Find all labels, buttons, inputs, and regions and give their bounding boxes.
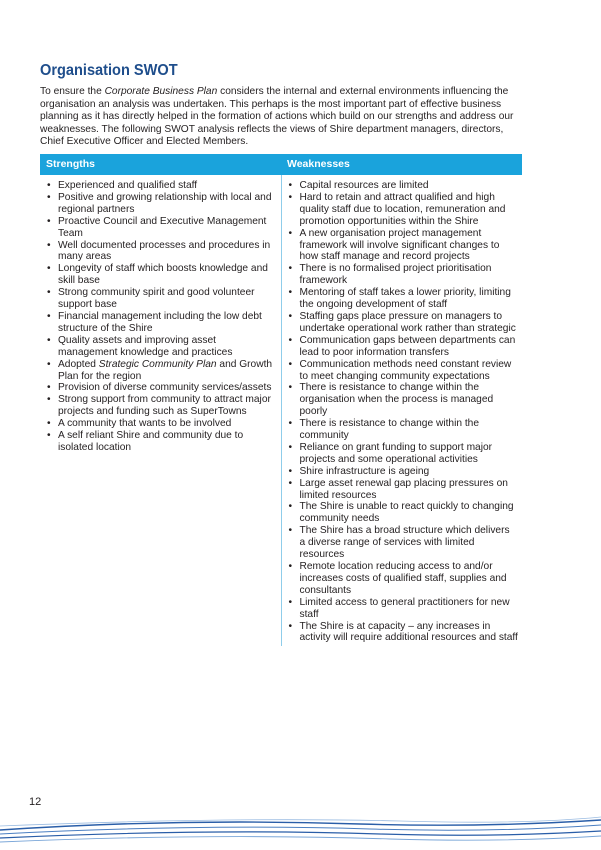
weakness-item: • Shire infrastructure is ageing [288,466,519,478]
weakness-item: • Large asset renewal gap placing pressures on limited resources [288,478,519,502]
strength-item [46,359,277,383]
strength-item: • A self reliant Shire and community due to isolated location [46,430,277,454]
strength-item-text: and Growth Plan for the region [58,358,273,382]
strengths-column [40,175,282,646]
strength-item: • Longevity of staff which boosts knowledge and skill base [46,263,277,287]
strength-item: • Strong support from community to attract major projects and funding such as SuperTowns [46,394,277,418]
weakness-item: • Communication methods need constant review to meet changing community expectations [288,359,519,383]
weakness-item: • There is resistance to change within the community [288,418,519,442]
weakness-item: • Remote location reducing access to and/or increases costs of qualified staff, supplies and consultants [288,561,519,597]
weakness-item: • Staffing gaps place pressure on managers to undertake operational work rather than strategic [288,311,519,335]
weakness-item: • There is resistance to change within the organisation when the process is managed poorly [288,382,519,418]
intro-text-start: To ensure the [40,86,105,97]
intro-paragraph [40,86,522,149]
intro-text-end: considers the internal and external environments influencing the organisation an analysis was undertaken. This perhaps is the most important part of effective business planning as it has directly helped in the formation of actions which build on our strengths and address our weaknesses. The following SWOT analysis reflects the views of Shire department managers, directors, Chief Executive Officer and Elected Members. [40,86,514,148]
strength-item: • Proactive Council and Executive Management Team [46,216,277,240]
weakness-item: • Communication gaps between departments can lead to poor information transfers [288,335,519,359]
page-title: Organisation SWOT [40,62,178,79]
strength-item: • Positive and growing relationship with local and regional partners [46,192,277,216]
page-number: 12 [29,796,42,808]
strength-item: • Financial management including the low debt structure of the Shire [46,311,277,335]
strength-item: • Experienced and qualified staff [46,180,277,192]
weaknesses-column [282,175,523,646]
weakness-item: • A new organisation project management framework will involve significant changes to how staff manage and record projects [288,228,519,264]
strength-item-text: Adopted [58,358,99,370]
strength-item: • Well documented processes and procedures in many areas [46,240,277,264]
swot-table [40,154,522,646]
footer-wave-decoration [0,808,601,850]
weakness-item: • There is no formalised project prioritisation framework [288,263,519,287]
weakness-item: • The Shire is unable to react quickly to changing community needs [288,501,519,525]
strength-item: • Strong community spirit and good volunteer support base [46,287,277,311]
weakness-item: • Hard to retain and attract qualified and high quality staff due to location, remuneration and promotion opportunities within the Shire [288,192,519,228]
strength-item: • Provision of diverse community services/assets [46,382,277,394]
weaknesses-header: Weaknesses [287,158,350,170]
strength-item: • Quality assets and improving asset management knowledge and practices [46,335,277,359]
weakness-item: • Mentoring of staff takes a lower priority, limiting the ongoing development of staff [288,287,519,311]
swot-body [40,175,522,646]
swot-header-row [40,154,522,175]
weakness-item: • Limited access to general practitioners for new staff [288,597,519,621]
strengths-header: Strengths [46,158,96,170]
weakness-item: • The Shire has a broad structure which delivers a diverse range of services with limited resources [288,525,519,561]
strength-item-emphasis: Strategic Community Plan [98,358,217,370]
weakness-item: • Reliance on grant funding to support major projects and some operational activities [288,442,519,466]
weakness-item: • Capital resources are limited [288,180,519,192]
intro-emphasis: Corporate Business Plan [104,86,218,97]
weaknesses-list [282,175,523,646]
strength-item: • A community that wants to be involved [46,418,277,430]
weakness-item: • The Shire is at capacity – any increases in activity will require additional resources and staff [288,621,519,645]
strengths-list [40,175,281,454]
